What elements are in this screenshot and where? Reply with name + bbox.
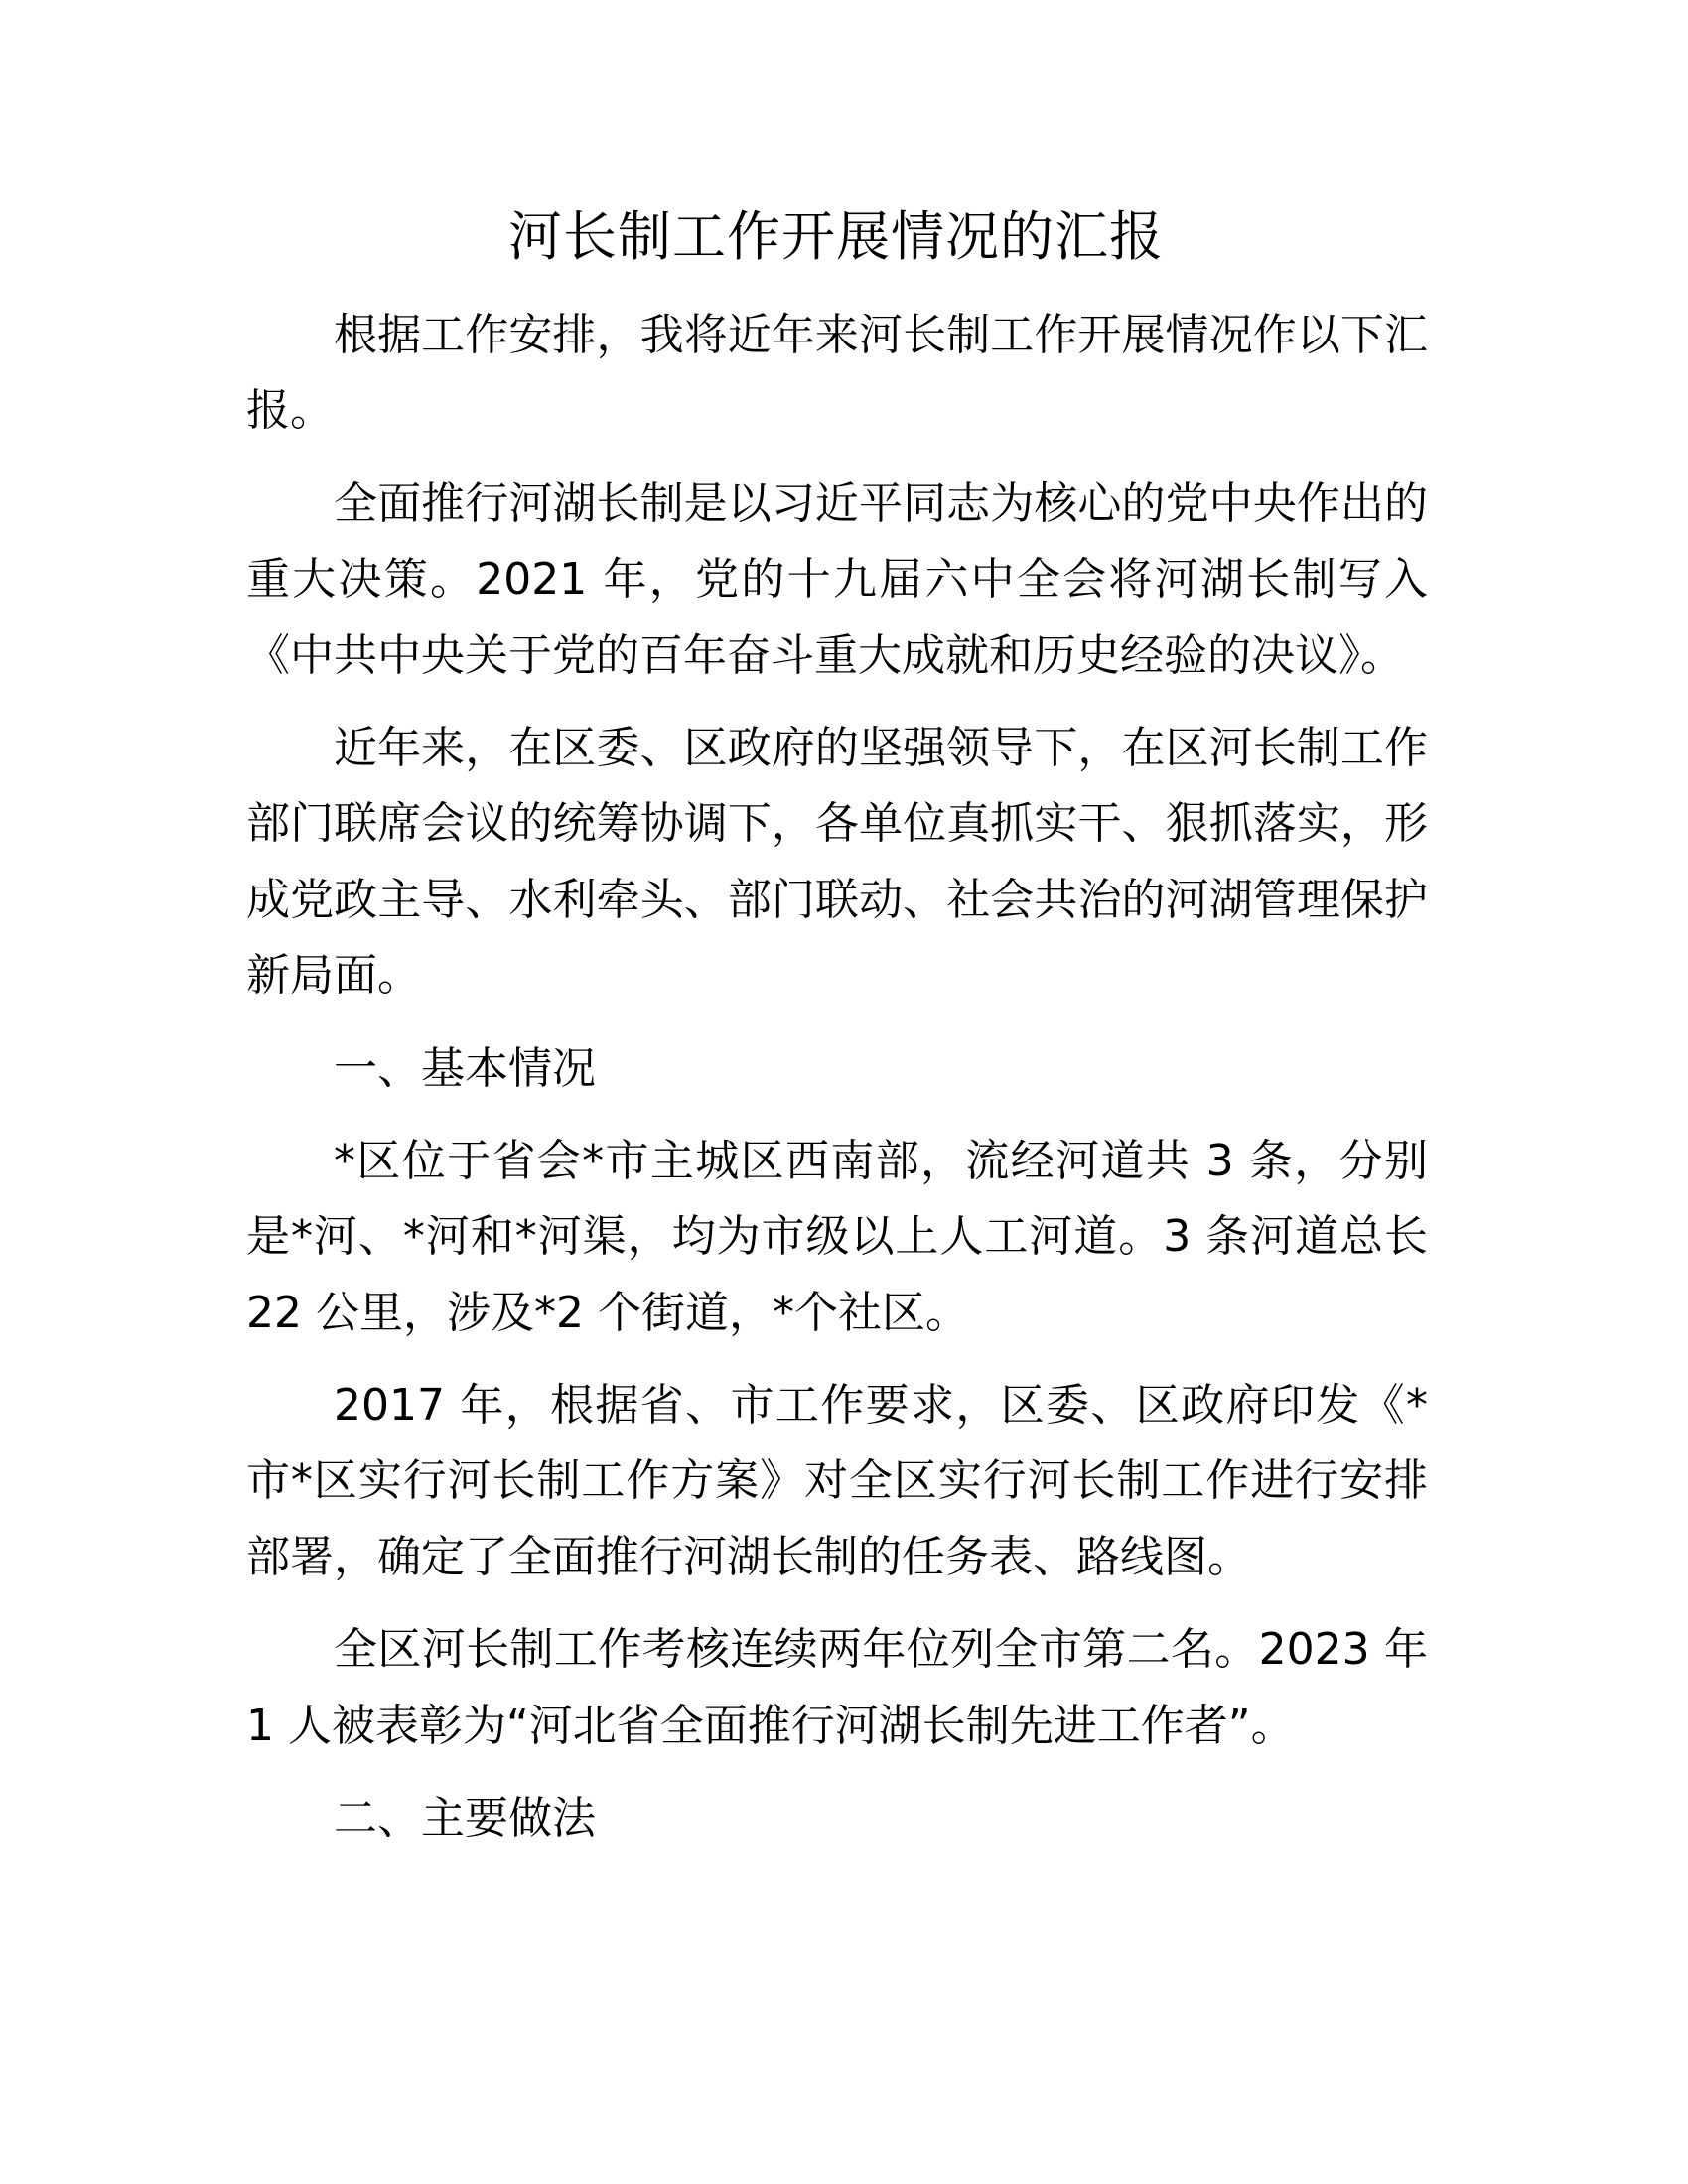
document-body — [246, 298, 1428, 1873]
paragraph-line: 1 人被表彰为“河北省全面推行河湖长制先进工作者”。 — [246, 1700, 1295, 1751]
paragraph — [246, 1781, 1428, 1856]
paragraph-line: 是*河、*河和*河渠，均为市级以上人工河道。3 条河道总长 — [246, 1211, 1428, 1263]
paragraph-line: 根据工作安排，我将近年来河长制工作开展情况作以下汇 — [334, 310, 1428, 360]
paragraph-line: 近年来，在区委、区政府的坚强领导下，在区河长制工作 — [334, 722, 1428, 773]
document-title: 河长制工作开展情况的汇报 — [508, 205, 1164, 268]
paragraph — [246, 1368, 1428, 1595]
paragraph — [246, 467, 1428, 694]
paragraph-line: 新局面。 — [246, 950, 421, 1002]
paragraph-line: 部署，确定了全面推行河湖长制的任务表、路线图。 — [246, 1531, 1251, 1582]
paragraph — [246, 1124, 1428, 1351]
paragraph-line: 市*区实行河长制工作方案》对全区实行河长制工作进行安排 — [246, 1455, 1428, 1507]
paragraph — [246, 711, 1428, 1015]
paragraph — [246, 1031, 1428, 1107]
paragraph-line: 全区河长制工作考核连续两年位列全市第二名。2023 年 — [334, 1624, 1428, 1676]
paragraph-line: 全面推行河湖长制是以习近平同志为核心的党中央作出的 — [334, 478, 1428, 529]
paragraph-line: 一、基本情况 — [334, 1042, 596, 1094]
paragraph — [246, 298, 1428, 450]
paragraph-line: 成党政主导、水利牵头、部门联动、社会共治的河湖管理保护 — [246, 874, 1428, 925]
paragraph-line: 《中共中央关于党的百年奋斗重大成就和历史经验的决议》。 — [246, 629, 1404, 681]
paragraph-line: 22 公里，涉及*2 个街道，*个社区。 — [246, 1287, 969, 1338]
paragraph-line: 部门联席会议的统筹协调下，各单位真抓实干、狠抓落实，形 — [246, 798, 1428, 850]
paragraph-line: 重大决策。2021 年，党的十九届六中全会将河湖长制写入 — [246, 554, 1428, 606]
paragraph-line: 二、主要做法 — [334, 1793, 596, 1844]
paragraph — [246, 1612, 1428, 1764]
paragraph-line: 2017 年，根据省、市工作要求，区委、区政府印发《* — [334, 1380, 1428, 1432]
paragraph-line: 报。 — [246, 385, 334, 437]
paragraph-line: *区位于省会*市主城区西南部，流经河道共 3 条，分别 — [334, 1135, 1428, 1186]
